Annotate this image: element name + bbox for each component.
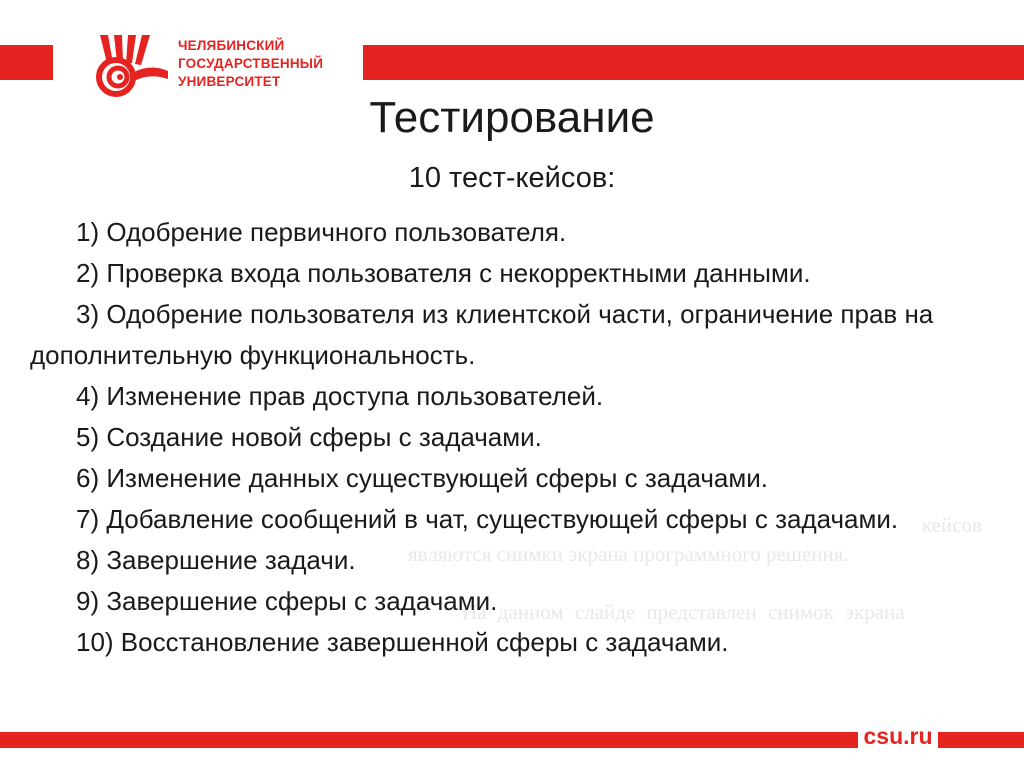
site-link[interactable]: csu.ru — [863, 723, 933, 749]
background-text-line1: кейсов — [922, 513, 982, 537]
background-text-line2: являются снимки экрана программного решения. — [408, 542, 849, 566]
header-red-bar-right — [363, 45, 1024, 80]
list-item: 10) Восстановление завершенной сферы с задачами. — [76, 627, 729, 657]
list-item: 4) Изменение прав доступа пользователей. — [76, 381, 604, 411]
test-case-list — [30, 212, 1000, 663]
list-item: 9) Завершение сферы с задачами. — [76, 586, 498, 616]
list-item: 5) Создание новой сферы с задачами. — [76, 422, 542, 452]
university-name-line1: ЧЕЛЯБИНСКИЙ — [178, 38, 285, 53]
slide-subtitle: 10 тест-кейсов: — [408, 162, 616, 194]
list-item: 1) Одобрение первичного пользователя. — [76, 217, 567, 247]
list-item: 3) Одобрение пользователя из клиентской части, ограничение прав на дополнительную функциональность. — [30, 299, 934, 370]
list-item: 7) Добавление сообщений в чат, существующей сферы с задачами. — [76, 504, 899, 534]
header-red-bar-left — [0, 45, 53, 80]
list-item: 8) Завершение задачи. — [76, 545, 356, 575]
footer-red-bar-left — [0, 732, 858, 748]
university-name — [178, 37, 323, 91]
list-item: 6) Изменение данных существующей сферы с задачами. — [76, 463, 768, 493]
footer-red-bar-right — [938, 732, 1024, 748]
spiral-logo-icon — [80, 33, 172, 97]
list-item: 2) Проверка входа пользователя с некорректными данными. — [76, 258, 811, 288]
university-name-line3: УНИВЕРСИТЕТ — [178, 74, 281, 89]
slide-title: Тестирование — [369, 93, 655, 142]
background-text-line3: На данном слайде представлен снимок экрана — [462, 600, 905, 624]
university-name-line2: ГОСУДАРСТВЕННЫЙ — [178, 56, 324, 71]
